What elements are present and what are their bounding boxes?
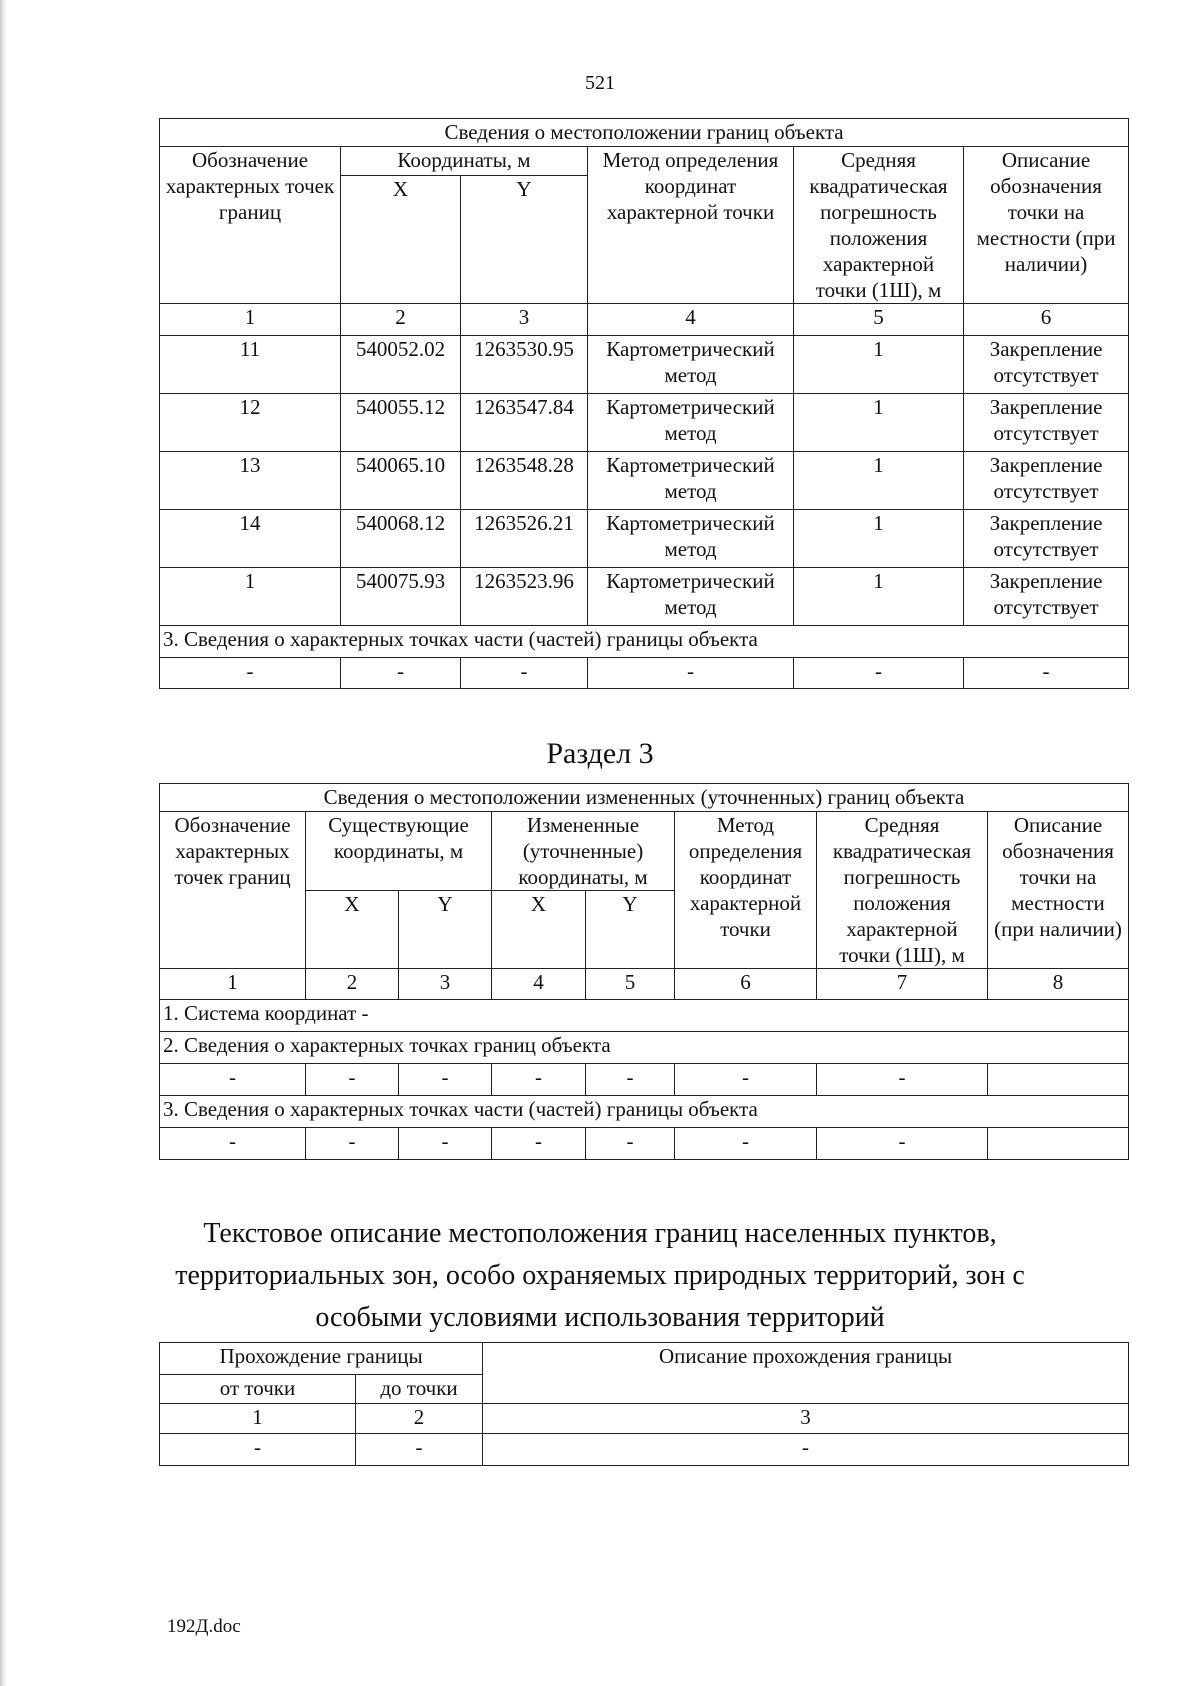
- dash-cell: -: [492, 1064, 586, 1096]
- cell-method: Картометрический метод: [588, 452, 794, 510]
- cell-x: 540055.12: [341, 394, 461, 452]
- text-description-title: [0, 1213, 1200, 1339]
- dash-cell: -: [306, 1128, 399, 1160]
- col-number: 2: [356, 1404, 483, 1434]
- cell-point: 13: [160, 452, 341, 510]
- dash-cell: [988, 1128, 1129, 1160]
- cell-error: 1: [794, 510, 964, 568]
- table-row: [160, 452, 1129, 510]
- cell-point: 11: [160, 336, 341, 394]
- cell-method: Картометрический метод: [588, 336, 794, 394]
- table-row: [160, 568, 1129, 626]
- dash-cell: -: [341, 658, 461, 689]
- section-title: Раздел 3: [546, 737, 654, 770]
- cell-desc: Закрепление отсутствует: [964, 336, 1129, 394]
- cell-error: 1: [794, 336, 964, 394]
- dash-cell: -: [160, 1434, 356, 1466]
- cell-x: 540052.02: [341, 336, 461, 394]
- header-method: Метод определения координат характерной точки: [675, 812, 817, 969]
- dash-cell: -: [588, 658, 794, 689]
- header-x: X: [306, 891, 399, 969]
- cell-desc: Закрепление отсутствует: [964, 568, 1129, 626]
- title-line: территориальных зон, особо охраняемых природных территорий, зон с: [175, 1260, 1025, 1291]
- cell-x: 540075.93: [341, 568, 461, 626]
- cell-point: 1: [160, 568, 341, 626]
- table-row: [160, 510, 1129, 568]
- header-changed-coordinates: Измененные (уточненные) координаты, м: [492, 812, 675, 891]
- cell-x: 540065.10: [341, 452, 461, 510]
- table-row: [160, 1434, 1129, 1466]
- col-number: 8: [988, 969, 1129, 1000]
- cell-method: Картометрический метод: [588, 568, 794, 626]
- cell-method: Картометрический метод: [588, 394, 794, 452]
- dash-cell: -: [483, 1434, 1129, 1466]
- table-row: [160, 336, 1129, 394]
- changed-boundaries-table: [159, 783, 1129, 1160]
- header-y: Y: [399, 891, 492, 969]
- dash-cell: -: [817, 1128, 988, 1160]
- col-number: 3: [461, 304, 588, 336]
- header-description: Описание обозначения точки на местности (при наличии): [988, 812, 1129, 969]
- header-error: Средняя квадратическая погрешность положения характерной точки (1Ш), м: [794, 147, 964, 304]
- dash-cell: -: [964, 658, 1129, 689]
- scan-edge: [0, 0, 7, 1686]
- dash-cell: -: [160, 1128, 306, 1160]
- col-number: 1: [160, 969, 306, 1000]
- cell-y: 1263526.21: [461, 510, 588, 568]
- cell-point: 14: [160, 510, 341, 568]
- col-number: 3: [399, 969, 492, 1000]
- dash-cell: -: [675, 1128, 817, 1160]
- dash-cell: -: [675, 1064, 817, 1096]
- cell-error: 1: [794, 394, 964, 452]
- table-row: [160, 394, 1129, 452]
- col-number: 5: [794, 304, 964, 336]
- dash-cell: -: [356, 1434, 483, 1466]
- cell-error: 1: [794, 568, 964, 626]
- header-designation: Обозначение характерных точек границ: [160, 147, 341, 304]
- header-error: Средняя квадратическая погрешность положения характерной точки (1Ш), м: [817, 812, 988, 969]
- cell-error: 1: [794, 452, 964, 510]
- header-y: Y: [586, 891, 675, 969]
- header-coordinates: Координаты, м: [341, 147, 588, 176]
- header-description: Описание обозначения точки на местности (при наличии): [964, 147, 1129, 304]
- header-to-point: до точки: [356, 1375, 483, 1404]
- dash-cell: -: [306, 1064, 399, 1096]
- col-number: 6: [675, 969, 817, 1000]
- cell-y: 1263523.96: [461, 568, 588, 626]
- dash-cell: [988, 1064, 1129, 1096]
- dash-cell: -: [492, 1128, 586, 1160]
- col-number: 1: [160, 304, 341, 336]
- dash-cell: -: [160, 1064, 306, 1096]
- header-designation: Обозначение характерных точек границ: [160, 812, 306, 969]
- cell-desc: Закрепление отсутствует: [964, 510, 1129, 568]
- section2-label: 2. Сведения о характерных точках границ объекта: [160, 1032, 1129, 1064]
- header-passage: Прохождение границы: [160, 1343, 483, 1375]
- cell-desc: Закрепление отсутствует: [964, 452, 1129, 510]
- dash-cell: -: [461, 658, 588, 689]
- dash-cell: -: [586, 1128, 675, 1160]
- title-line: особыми условиями использования территорий: [315, 1302, 885, 1333]
- dash-cell: -: [160, 658, 341, 689]
- col-number: 2: [341, 304, 461, 336]
- cell-point: 12: [160, 394, 341, 452]
- dash-cell: -: [399, 1128, 492, 1160]
- boundary-passage-table: [159, 1342, 1129, 1466]
- dash-cell: -: [399, 1064, 492, 1096]
- title-line: Текстовое описание местоположения границ населенных пунктов,: [203, 1218, 997, 1249]
- cell-y: 1263530.95: [461, 336, 588, 394]
- coordinate-system-label: 1. Система координат -: [160, 1000, 1129, 1032]
- col-number: 5: [586, 969, 675, 1000]
- table-row: [160, 1064, 1129, 1096]
- col-number: 6: [964, 304, 1129, 336]
- header-method: Метод определения координат характерной точки: [588, 147, 794, 304]
- cell-desc: Закрепление отсутствует: [964, 394, 1129, 452]
- section3-label: 3. Сведения о характерных точках части (частей) границы объекта: [160, 626, 1129, 658]
- col-number: 3: [483, 1404, 1129, 1434]
- dash-cell: -: [586, 1064, 675, 1096]
- header-passage-description: Описание прохождения границы: [483, 1343, 1129, 1404]
- cell-x: 540068.12: [341, 510, 461, 568]
- header-y: Y: [461, 175, 588, 303]
- header-x: X: [341, 175, 461, 303]
- boundary-points-table: [159, 118, 1129, 689]
- cell-y: 1263548.28: [461, 452, 588, 510]
- cell-y: 1263547.84: [461, 394, 588, 452]
- table-row: [160, 1128, 1129, 1160]
- header-existing-coordinates: Существующие координаты, м: [306, 812, 492, 891]
- table-title: Сведения о местоположении измененных (уточненных) границ объекта: [160, 784, 1129, 812]
- section3-label: 3. Сведения о характерных точках части (частей) границы объекта: [160, 1096, 1129, 1128]
- page-number: 521: [585, 72, 615, 94]
- header-x: X: [492, 891, 586, 969]
- header-from-point: от точки: [160, 1375, 356, 1404]
- table-row: [160, 658, 1129, 689]
- col-number: 1: [160, 1404, 356, 1434]
- dash-cell: -: [794, 658, 964, 689]
- cell-method: Картометрический метод: [588, 510, 794, 568]
- col-number: 4: [492, 969, 586, 1000]
- dash-cell: -: [817, 1064, 988, 1096]
- table-title: Сведения о местоположении границ объекта: [160, 119, 1129, 147]
- col-number: 4: [588, 304, 794, 336]
- col-number: 2: [306, 969, 399, 1000]
- col-number: 7: [817, 969, 988, 1000]
- file-name: 192Д.doc: [167, 1616, 241, 1637]
